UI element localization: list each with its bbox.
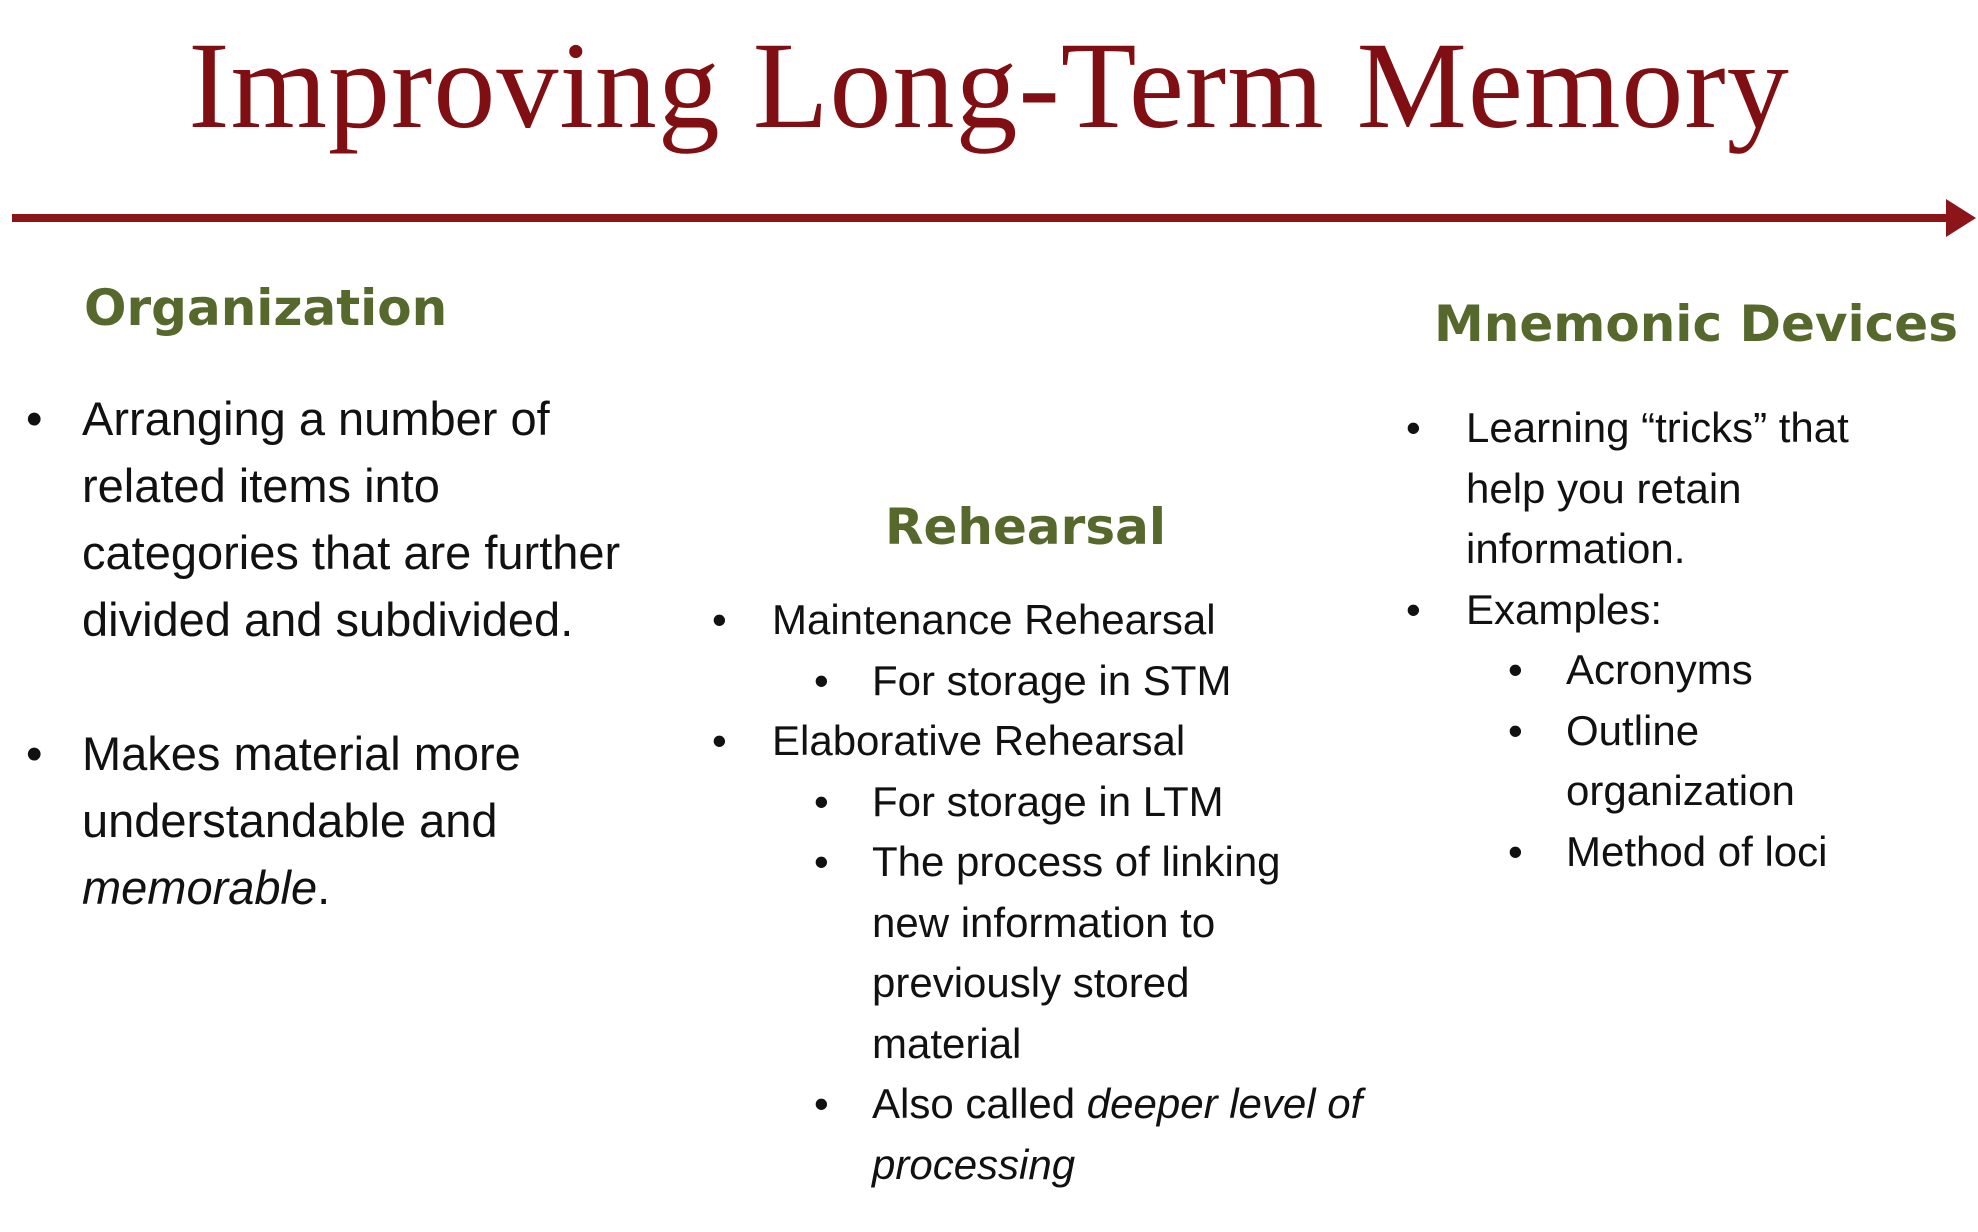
list-item: • Arranging a number of related items into categories that are further divided and subdivided.	[26, 385, 642, 653]
bullet-icon: •	[814, 777, 829, 825]
bullet-icon: •	[1508, 827, 1523, 875]
mnemonic-heading: Mnemonic Devices	[1434, 295, 1958, 353]
list-item: • For storage in STM	[712, 651, 1412, 712]
bullet-icon: •	[1406, 585, 1421, 633]
organization-list	[26, 385, 642, 921]
rehearsal-list	[712, 590, 1412, 1195]
list-item: • Outline organization	[1406, 701, 1856, 822]
list-item: • For storage in LTM	[712, 772, 1412, 833]
bullet-icon: •	[814, 1080, 829, 1127]
list-item: • Also called deeper level of processing	[712, 1074, 1372, 1195]
slide-title: Improving Long-Term Memory	[188, 17, 1790, 154]
bullet-icon: •	[814, 838, 829, 885]
bullet-icon: •	[1508, 646, 1523, 693]
bullet-icon: •	[1406, 404, 1421, 451]
rehearsal-heading: Rehearsal	[885, 498, 1166, 556]
list-item: • The process of linking new information to previously stored material	[712, 832, 1292, 1074]
organization-heading: Organization	[84, 279, 448, 337]
list-item: • Acronyms	[1406, 640, 1906, 701]
mnemonic-list	[1406, 398, 1926, 882]
bullet-icon: •	[26, 392, 43, 445]
list-item: • Method of loci	[1406, 822, 1906, 883]
bullet-icon: •	[1508, 706, 1523, 754]
list-item: • Maintenance Rehearsal	[712, 590, 1412, 651]
timeline-arrow	[12, 198, 1976, 238]
bullet-icon: •	[26, 727, 43, 780]
list-item: • Elaborative Rehearsal	[712, 711, 1412, 772]
list-item: • Examples:	[1406, 580, 1886, 641]
bullet-icon: •	[814, 656, 829, 704]
list-item: • Learning “tricks” that help you retain information.	[1406, 398, 1886, 580]
list-item: • Makes material more understandable and memorable.	[26, 720, 642, 921]
bullet-icon: •	[712, 717, 727, 764]
bullet-icon: •	[712, 596, 727, 643]
